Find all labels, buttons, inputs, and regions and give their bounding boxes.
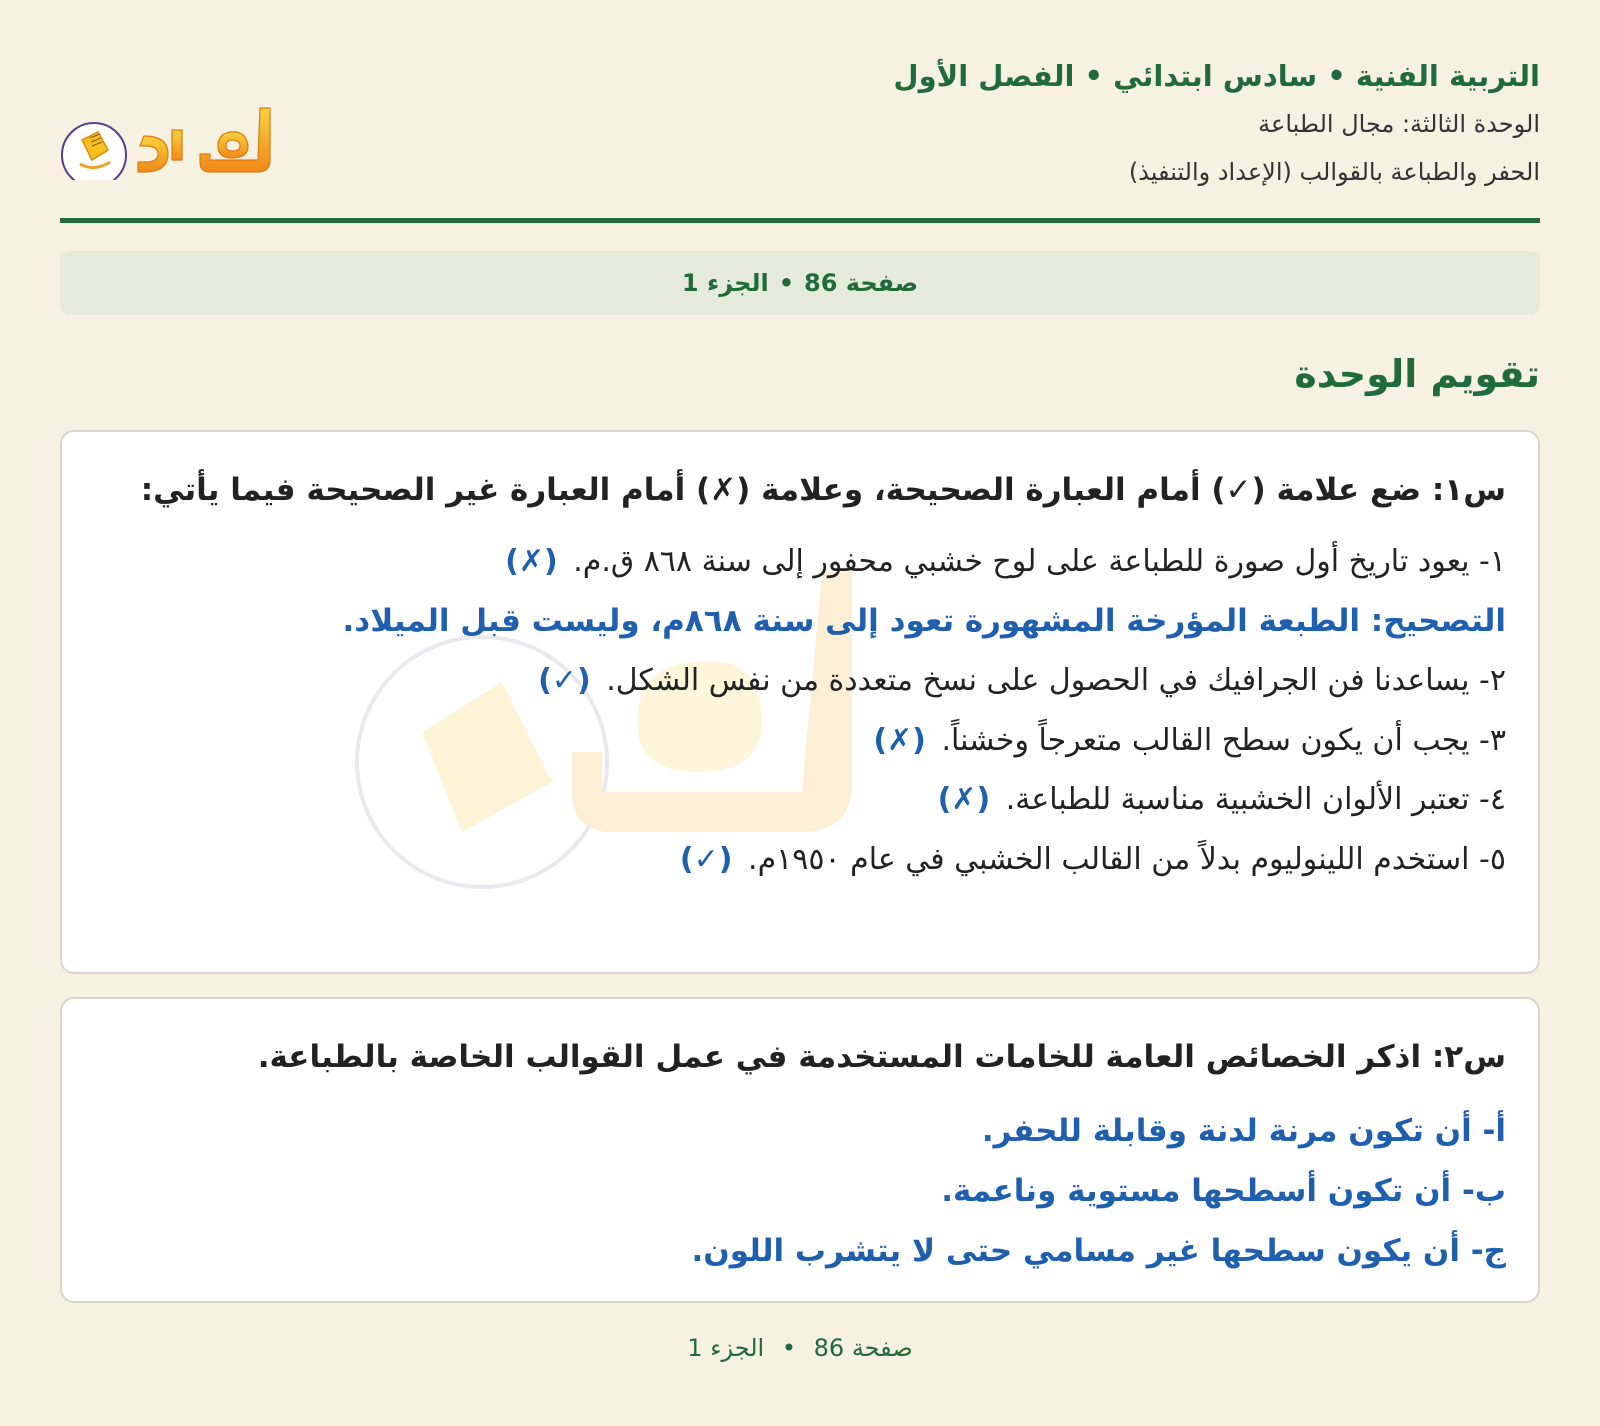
header	[60, 52, 1540, 222]
item-text: ٢- يساعدنا فن الجرافيك في الحصول على نسخ متعددة من نفس الشكل.	[606, 663, 1506, 698]
question-1-item-1	[94, 532, 1506, 592]
hulul-logo	[60, 80, 290, 180]
question-1-title: س١: ضع علامة (✓) أمام العبارة الصحيحة، وعلامة (✗) أمام العبارة غير الصحيحة فيما يأتي:	[140, 472, 1506, 508]
item-mark: (✓)	[538, 663, 591, 698]
correction-note: التصحيح: الطبعة المؤرخة المشهورة تعود إلى سنة ٨٦٨م، وليست قبل الميلاد.	[342, 602, 1506, 639]
page-footer	[60, 1334, 1540, 1362]
question-2-answers	[94, 1101, 1506, 1281]
header-divider	[60, 218, 1540, 223]
lesson-title: الحفر والطباعة بالقوالب (الإعداد والتنفيذ)	[1128, 158, 1540, 186]
footer-part: الجزء 1	[687, 1334, 765, 1362]
footer-page: صفحة 86	[813, 1334, 913, 1362]
banner-separator: •	[778, 269, 795, 297]
term-name: الفصل الأول	[893, 59, 1075, 93]
item-mark: (✓)	[679, 841, 733, 877]
item-text: ٤- تعتبر الألوان الخشبية مناسبة للطباعة.	[1005, 782, 1506, 817]
item-text: ٣- يجب أن يكون سطح القالب متعرجاً وخشناً.	[941, 722, 1506, 758]
question-1-item-5	[94, 830, 1506, 890]
question-1-item-2	[94, 651, 1506, 711]
header-text	[893, 52, 1540, 196]
title-separator: •	[1074, 59, 1104, 93]
question-1-items	[94, 532, 1506, 889]
item-text: ١- يعود تاريخ أول صورة للطباعة على لوح خشبي محفور إلى سنة ٨٦٨ ق.م.	[573, 544, 1506, 579]
title-separator: •	[1317, 59, 1346, 93]
logo-graphic	[60, 80, 290, 180]
subject-title	[893, 52, 1540, 100]
unit-title: الوحدة الثالثة: مجال الطباعة	[1258, 110, 1540, 138]
footer-separator: •	[781, 1334, 796, 1362]
section-title: تقويم الوحدة	[1294, 352, 1540, 396]
item-mark: (✗)	[937, 782, 991, 817]
question-2-title: س٢: اذكر الخصائص العامة للخامات المستخدمة في عمل القوالب الخاصة بالطباعة.	[257, 1039, 1506, 1075]
item-mark: (✗)	[873, 722, 926, 758]
question-1-item-4	[94, 770, 1506, 830]
item-text: ٥- استخدم اللينوليوم بدلاً من القالب الخشبي في عام ١٩٥٠م.	[748, 841, 1506, 877]
item-mark: (✗)	[505, 544, 558, 579]
answer-a: أ- أن تكون مرنة لدنة وقابلة للحفر.	[981, 1113, 1506, 1149]
page	[60, 0, 1540, 1426]
subject-name: التربية الفنية	[1355, 59, 1540, 93]
question-card-1	[60, 430, 1540, 974]
grade-name: سادس ابتدائي	[1113, 59, 1318, 93]
banner-page: صفحة 86	[804, 269, 919, 297]
answer-c: ج- أن يكون سطحها غير مسامي حتى لا يتشرب اللون.	[691, 1233, 1506, 1269]
question-1-item-3	[94, 711, 1506, 771]
banner-part: الجزء 1	[681, 269, 769, 297]
page-banner	[60, 251, 1540, 315]
answer-b: ب- أن تكون أسطحها مستوية وناعمة.	[941, 1173, 1506, 1209]
question-card-2	[60, 997, 1540, 1303]
